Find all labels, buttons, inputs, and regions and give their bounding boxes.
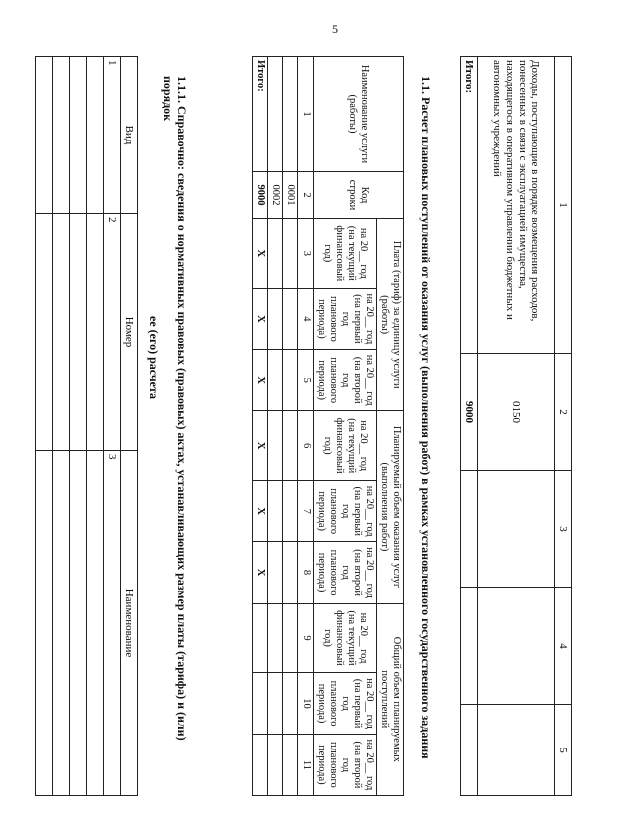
group-tariff: Плата (тариф) за единицу услуги (работы) — [376, 219, 403, 411]
income-total-cell — [461, 471, 478, 588]
x-mark: X — [253, 350, 268, 411]
colnum: 5 — [298, 350, 313, 411]
colnum: 4 — [298, 288, 313, 349]
colnum: 11 — [298, 734, 313, 795]
col-number: Номер — [121, 214, 138, 451]
col-type: Вид — [121, 57, 138, 214]
income-col-1: 1 — [555, 57, 572, 354]
income-col-4: 4 — [555, 588, 572, 705]
colnum-number: 2 — [104, 214, 121, 451]
colnum: 1 — [298, 57, 313, 172]
volume-period-second: на 20__ год (на второй год планового периода) — [313, 542, 376, 603]
income-row-cell — [478, 471, 555, 588]
income-row-cell — [478, 588, 555, 705]
income-period-first: на 20__ год (на первый год планового периода) — [313, 673, 376, 734]
income-period-current: на 20__ год (на текущий финансовый год) — [313, 603, 376, 673]
section-1-1-heading: 1.1. Расчет плановых поступлений от оказания услуг (выполнения работ) в рамках установленного государственного задания — [419, 76, 433, 759]
row-code: 0001 — [283, 172, 298, 219]
col-line-code: Код строки — [313, 172, 403, 219]
group-income: Общий объем планируемых поступлений — [376, 603, 403, 795]
income-total-label: Итого: — [461, 57, 478, 354]
table-row — [36, 57, 53, 214]
income-row-cell — [478, 705, 555, 796]
x-mark: X — [253, 288, 268, 349]
rotated-sheet — [32, 56, 572, 796]
table-row — [87, 57, 104, 214]
colnum: 10 — [298, 673, 313, 734]
income-col-5: 5 — [555, 705, 572, 796]
x-mark: X — [253, 219, 268, 289]
total-label: Итого: — [253, 57, 268, 172]
income-row-code: 0150 — [478, 354, 555, 471]
table-row-name — [268, 57, 283, 172]
row-code: 0002 — [268, 172, 283, 219]
volume-period-current: на 20__ год (на текущий финансовый год) — [313, 411, 376, 481]
income-total-code: 9000 — [461, 354, 478, 471]
colnum: 6 — [298, 411, 313, 481]
section-1-1-1-heading-line1: 1.1.1. Справочно: сведения о нормативных правовых (правовых) актах, устанавливающих размер платы (тарифа) и (или) порядок — [161, 76, 189, 741]
colnum-type: 1 — [104, 57, 121, 214]
planned-income-table — [252, 56, 404, 796]
volume-period-first: на 20__ год (на первый год планового периода) — [313, 481, 376, 542]
x-mark: X — [253, 542, 268, 603]
income-total-cell — [461, 588, 478, 705]
colnum: 2 — [298, 172, 313, 219]
table-row — [53, 57, 70, 214]
income-col-3: 3 — [555, 471, 572, 588]
income-total-cell — [461, 705, 478, 796]
colnum-title: 3 — [104, 451, 121, 796]
tariff-period-first: на 20__ год (на первый год планового периода) — [313, 288, 376, 349]
total-code: 9000 — [253, 172, 268, 219]
tariff-period-current: на 20__ год (на текущий финансовый год) — [313, 219, 376, 289]
table-row — [70, 57, 87, 214]
x-mark: X — [253, 411, 268, 481]
table-row-name — [283, 57, 298, 172]
income-row-label: Доходы, поступающие в порядке возмещения расходов, понесенных в связи с эксплуатацией имущества, находящегося в оперативном управлении бюджетных и автономных учреждений — [478, 57, 555, 354]
income-col-2: 2 — [555, 354, 572, 471]
col-title: Наименование — [121, 451, 138, 796]
normative-acts-table — [35, 56, 138, 796]
colnum: 7 — [298, 481, 313, 542]
x-mark: X — [253, 481, 268, 542]
section-1-1-1-heading-line2: ее (его) расчета — [147, 316, 162, 400]
section-1-1-1-heading — [147, 76, 188, 776]
group-volume: Планируемый объем оказания услуг (выполнения работ) — [376, 411, 403, 603]
income-period-second: на 20__ год (на второй год планового периода) — [313, 734, 376, 795]
income-table — [460, 56, 572, 796]
colnum: 3 — [298, 219, 313, 289]
colnum: 9 — [298, 603, 313, 673]
page-number: 5 — [332, 22, 338, 36]
tariff-period-second: на 20__ год (на второй год планового периода) — [313, 350, 376, 411]
col-service-name: Наименование услуги (работы) — [313, 57, 403, 172]
colnum: 8 — [298, 542, 313, 603]
